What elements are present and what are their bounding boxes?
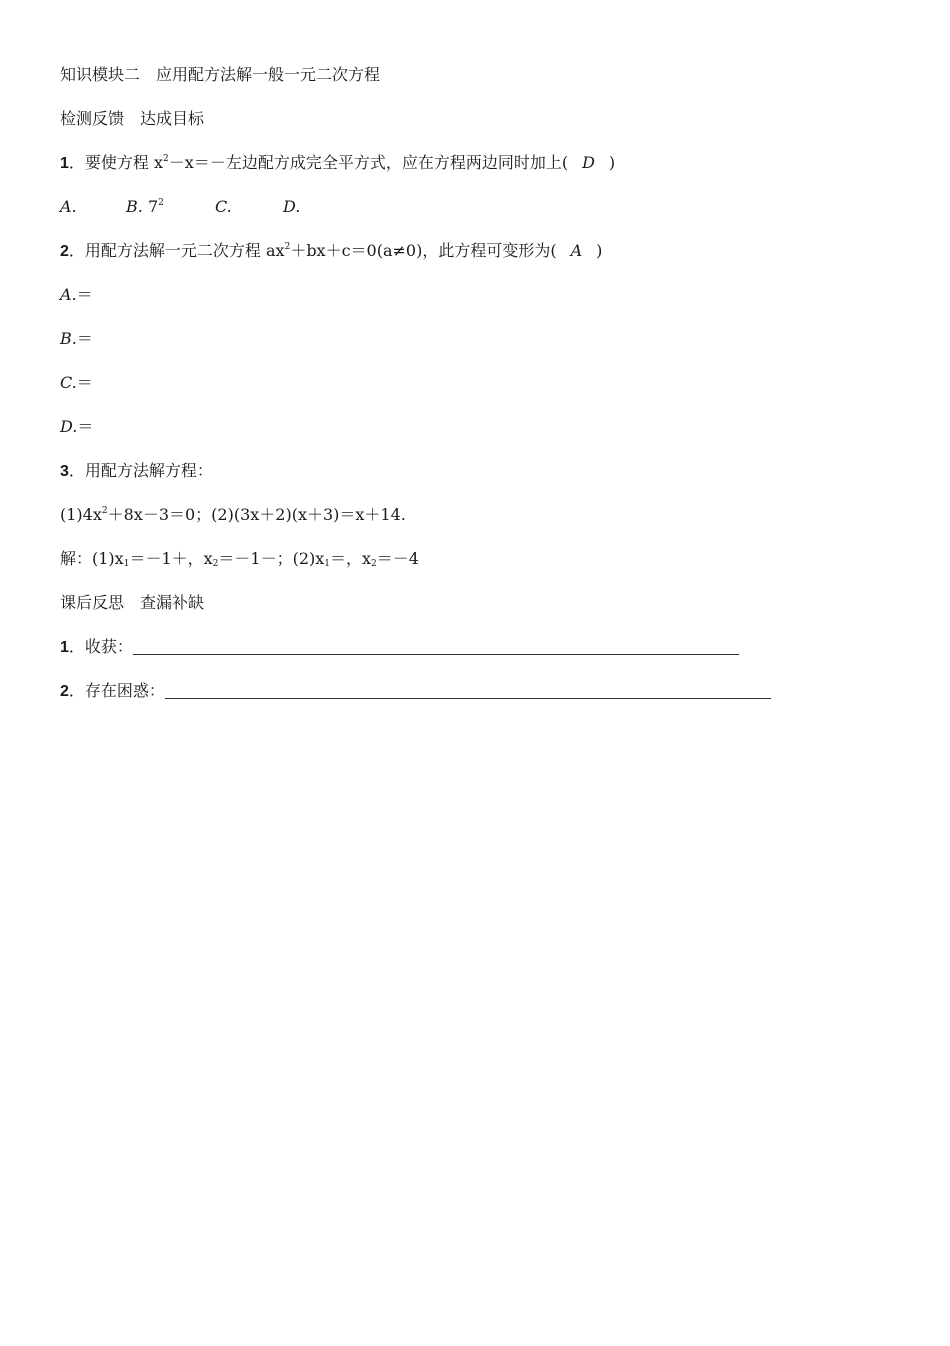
item-label: 收获： <box>84 637 133 656</box>
option-label: B. <box>126 197 143 216</box>
question-text: －x＝－ <box>168 153 226 172</box>
exponent: 2 <box>158 198 164 208</box>
option-eq: ＝ <box>76 329 93 348</box>
question-3 <box>60 461 213 482</box>
subscript: 2 <box>212 559 219 569</box>
heading-feedback: 检测反馈 达成目标 <box>60 109 205 128</box>
option-label: D. <box>60 417 78 436</box>
close-paren: ) <box>596 241 603 260</box>
answer-blank-line[interactable] <box>165 682 771 699</box>
option-value: 7 <box>147 197 159 216</box>
option-eq: ＝ <box>76 285 93 304</box>
question-2 <box>60 241 602 262</box>
exponent: 2 <box>284 242 291 252</box>
item-label: 存在困惑： <box>84 681 165 700</box>
q2-option-d <box>60 417 93 437</box>
solution-text: ＝－1＋，x <box>129 549 213 568</box>
q3-problem <box>60 505 406 525</box>
solution-text: 解：(1)x <box>60 549 124 568</box>
answer: D <box>582 153 595 172</box>
subscript: 2 <box>371 559 377 569</box>
option-b <box>126 197 215 217</box>
solution-text: ＝－1－；(2)x <box>218 549 325 568</box>
option-a: A. <box>60 197 77 216</box>
subscript: 1 <box>324 559 330 569</box>
question-text: 要使方程 x <box>84 153 164 172</box>
problem-text: ＋8x－3＝0；(2)(3x＋2)(x＋3)＝x＋14. <box>107 505 406 524</box>
reflection-1 <box>60 637 739 658</box>
reflection-2 <box>60 681 771 702</box>
option-label: C. <box>60 373 77 392</box>
exponent: 2 <box>163 154 169 164</box>
option-label: B. <box>60 329 77 348</box>
item-sep: ． <box>68 637 85 656</box>
q1-options <box>60 197 300 217</box>
answer-blank-line[interactable] <box>133 638 739 655</box>
question-text: 用配方法解方程： <box>84 461 213 480</box>
close-paren: ) <box>608 153 616 172</box>
q2-option-a <box>60 285 93 305</box>
item-number: 2 <box>60 683 69 700</box>
question-text: 左边配方成完全平方式，应在方程两边同时加上( <box>225 153 569 172</box>
question-sep: ． <box>68 461 85 480</box>
q2-option-c <box>60 373 93 393</box>
option-eq: ＝ <box>76 373 93 392</box>
exponent: 2 <box>101 506 108 516</box>
question-text: 用配方法解一元二次方程 ax <box>84 241 285 260</box>
item-sep: ． <box>68 681 85 700</box>
option-label: A. <box>60 285 77 304</box>
q2-option-b <box>60 329 93 349</box>
question-number: 2 <box>60 243 69 260</box>
question-1 <box>60 153 615 174</box>
heading-reflection: 课后反思 查漏补缺 <box>60 593 205 612</box>
question-text: ＋bx＋c＝0(a≠0)，此方程可变形为( <box>290 241 557 260</box>
q3-solution <box>60 549 419 569</box>
question-sep: ． <box>68 153 85 172</box>
subscript: 1 <box>123 559 130 569</box>
solution-text: ＝－4 <box>376 549 419 568</box>
option-d: D. <box>283 197 301 216</box>
answer: A <box>570 241 583 260</box>
solution-text: ＝，x <box>330 549 372 568</box>
question-sep: ． <box>68 241 85 260</box>
problem-text: (1)4x <box>60 505 102 524</box>
section-title: 知识模块二 应用配方法解一般一元二次方程 <box>60 65 381 84</box>
option-eq: ＝ <box>77 417 94 436</box>
option-c: C. <box>215 197 232 216</box>
item-number: 1 <box>60 639 69 656</box>
question-number: 1 <box>60 155 69 172</box>
question-number: 3 <box>60 463 69 480</box>
